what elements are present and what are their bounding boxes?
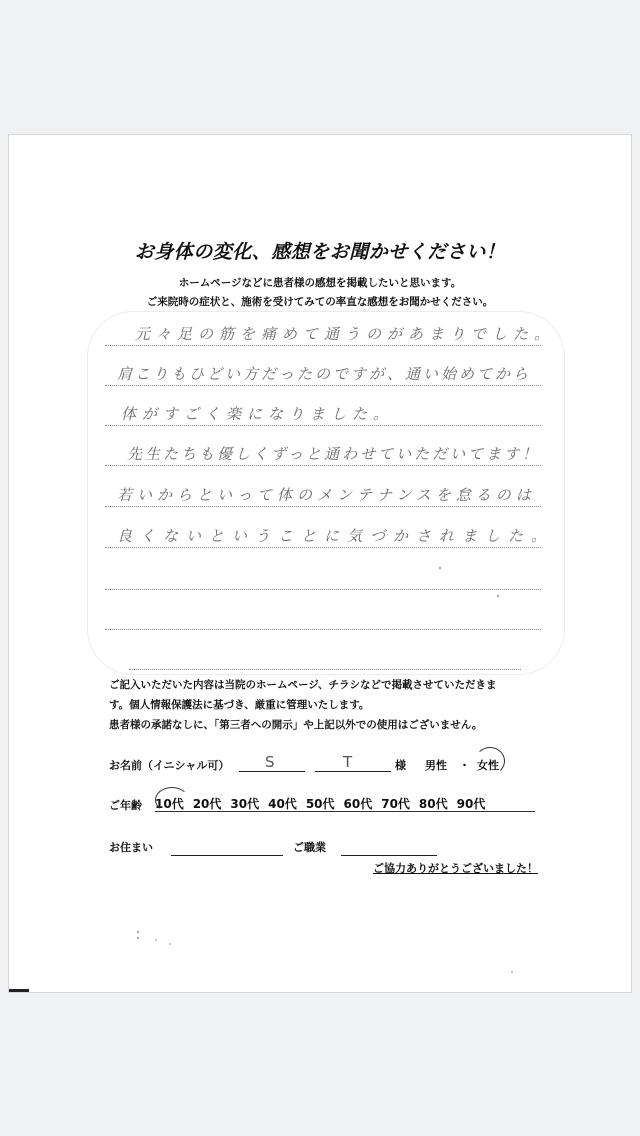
- speck: [439, 567, 441, 569]
- speck: [155, 939, 157, 941]
- ruled-line: [105, 345, 541, 346]
- age-option-90s[interactable]: 90代: [456, 797, 486, 811]
- honorific-label: 様: [395, 759, 406, 772]
- age-option-40s[interactable]: 40代: [268, 797, 297, 811]
- gender-separator: ・: [459, 759, 470, 772]
- ruled-line: [105, 589, 541, 590]
- occupation-field[interactable]: [341, 841, 437, 856]
- speck: [497, 595, 499, 597]
- ruled-line: [105, 425, 541, 426]
- address-field[interactable]: [171, 841, 283, 856]
- form-subtitle-2: ご来院時の症状と、施術を受けてみての率直な感想をお聞かせください。: [146, 296, 494, 308]
- age-option-10s[interactable]: 10代: [155, 797, 184, 811]
- handwritten-line-4: 先生たちも優しくずっと通わせていただいてます！: [127, 445, 541, 463]
- age-option-70s[interactable]: 70代: [381, 797, 410, 811]
- survey-form-page: [8, 134, 632, 993]
- age-options: [155, 795, 535, 812]
- privacy-notice-1: ご記入いただいた内容は当院のホームページ、チラシなどで掲載させていただきま: [109, 679, 497, 691]
- form-subtitle-1: ホームページなどに患者様の感想を掲載したいと思います。: [178, 277, 462, 289]
- speck: [169, 943, 171, 945]
- handwritten-line-1: 元々足の筋を痛めて通うのがあまりでした。: [135, 325, 556, 343]
- ruled-line: [105, 465, 541, 466]
- ruled-line: [105, 506, 541, 507]
- form-title: お身体の変化、感想をお聞かせください！: [134, 241, 506, 263]
- speck: [511, 971, 513, 973]
- gender-female-option[interactable]: 女性: [477, 759, 499, 772]
- age-label: ご年齢: [109, 799, 142, 812]
- speck: [137, 937, 139, 939]
- first-initial-field[interactable]: [239, 753, 305, 772]
- privacy-notice-3: 患者様の承諾なしに、「第三者への開示」や上記以外での使用はございません。: [109, 719, 483, 731]
- ruled-line: [105, 385, 541, 386]
- ruled-line: [105, 547, 541, 548]
- selected-gender-circle: [475, 747, 505, 775]
- thank-you-text: ご協力ありがとうございました！: [373, 862, 538, 875]
- gender-male-option[interactable]: 男性: [425, 759, 447, 772]
- age-option-60s[interactable]: 60代: [343, 797, 373, 811]
- ruled-line: [129, 669, 521, 670]
- age-option-20s[interactable]: 20代: [192, 797, 222, 811]
- name-label: お名前（イニシャル可）: [109, 759, 230, 772]
- age-option-80s[interactable]: 80代: [418, 797, 448, 811]
- privacy-notice-2: す。個人情報保護法に基づき、厳重に管理いたします。: [109, 699, 370, 711]
- handwritten-line-3: 体がすごく楽になりました。: [121, 405, 395, 423]
- handwritten-line-6: 良くないということに気づかされました。: [117, 527, 555, 545]
- first-initial-value: S: [265, 753, 275, 771]
- age-option-30s[interactable]: 30代: [230, 797, 260, 811]
- last-initial-field[interactable]: [315, 753, 391, 772]
- ruled-line: [105, 629, 541, 630]
- handwritten-line-5: 若いからといって体のメンテナンスを怠るのは: [117, 486, 536, 504]
- last-initial-value: T: [343, 753, 353, 771]
- occupation-label: ご職業: [293, 841, 326, 854]
- age-option-50s[interactable]: 50代: [305, 797, 335, 811]
- selected-age-circle: [155, 787, 189, 813]
- scan-corner-mark: [9, 989, 29, 992]
- address-label: お住まい: [109, 841, 153, 854]
- handwritten-line-2: 肩こりもひどい方だったのですが、通い始めてから: [117, 365, 532, 383]
- speck: [137, 931, 139, 933]
